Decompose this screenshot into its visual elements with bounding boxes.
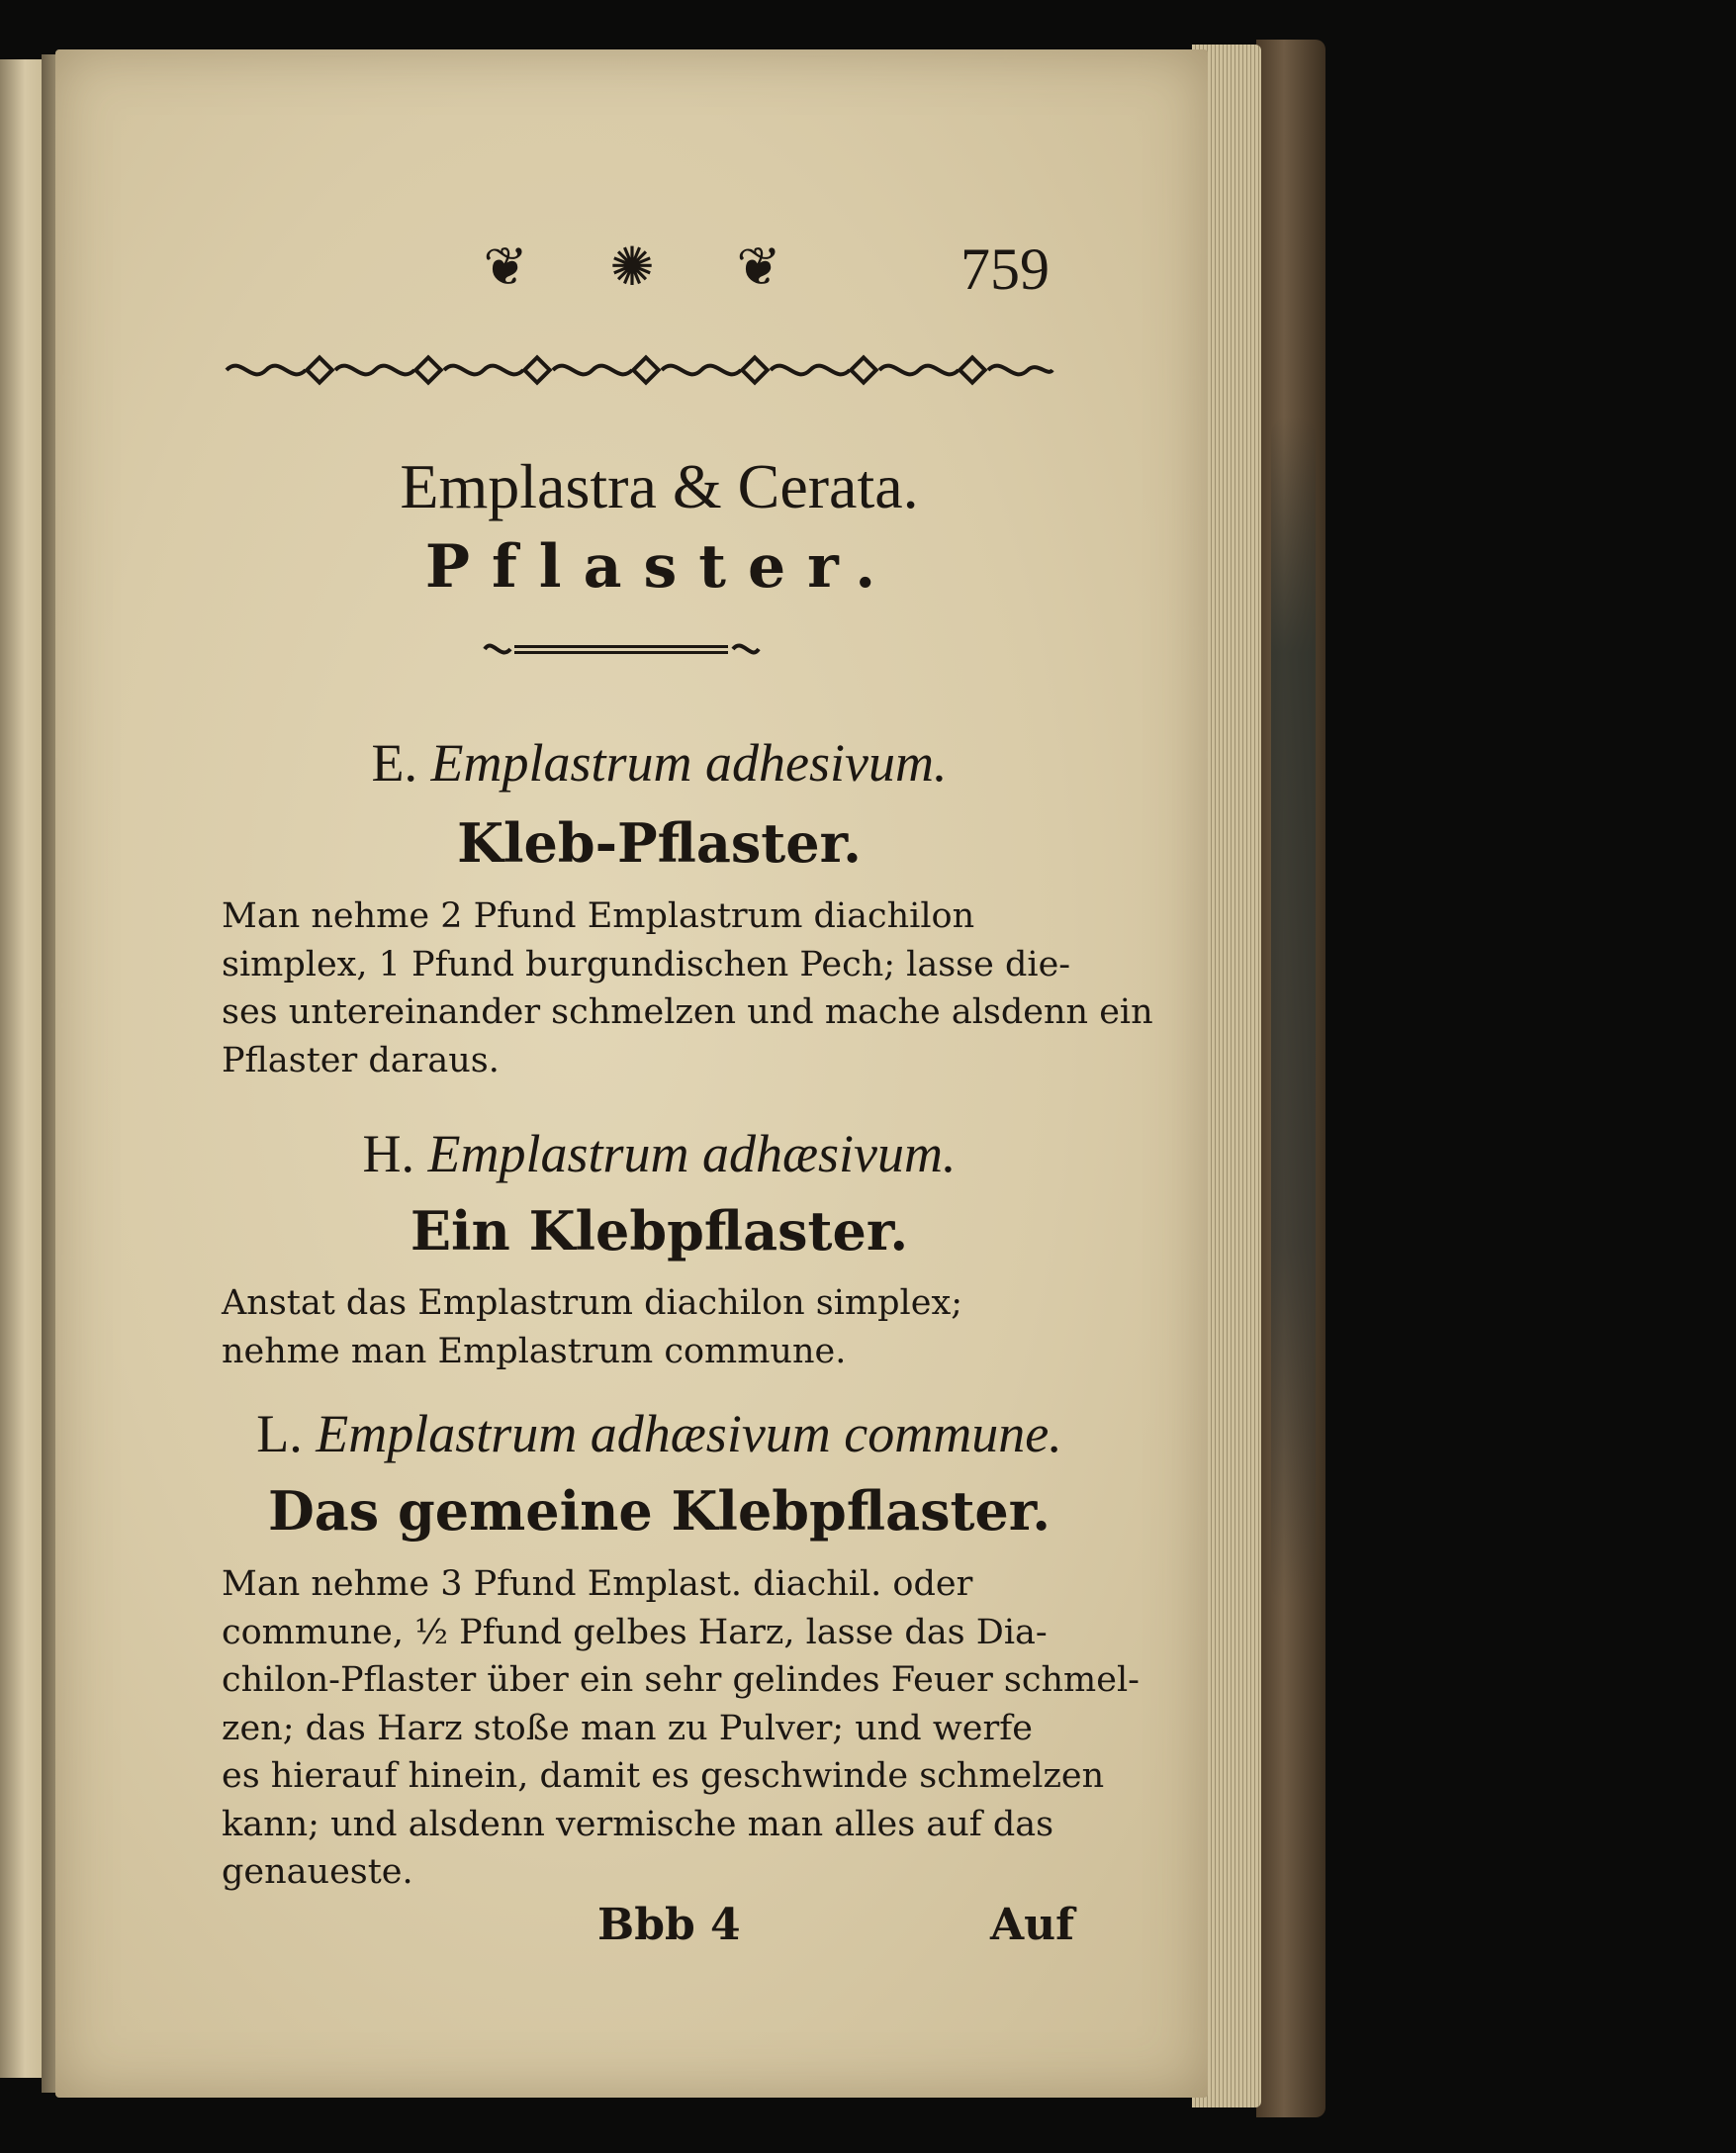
body-line: zen; das Harz stoße man zu Pulver; und werfe — [222, 1708, 1033, 1748]
entry-german-name: Ein Klebpflaster. — [410, 1199, 909, 1263]
entry-letter: E. — [371, 733, 418, 793]
body-line: es hierauf hinein, damit es geschwinde schmelzen — [222, 1756, 1105, 1796]
entry-latin-name: Emplastrum adhæsivum commune. — [316, 1404, 1062, 1463]
divider-rule — [481, 635, 763, 663]
body-line: Man nehme 2 Pfund Emplastrum diachilon — [222, 896, 975, 936]
entry-heading — [55, 1123, 1208, 1184]
ornamental-border — [222, 353, 1057, 387]
body-line: kann; und alsdenn vermische man alles auf das — [222, 1804, 1054, 1844]
body-line: chilon-Pflaster über ein sehr gelindes Feuer schmel- — [222, 1660, 1140, 1700]
entry-letter: L. — [256, 1404, 303, 1463]
page-number: 759 — [960, 236, 1050, 302]
body-line: genaueste. — [222, 1852, 413, 1892]
entry-german-name: Das gemeine Klebpflaster. — [267, 1479, 1051, 1543]
catchword: Auf — [990, 1900, 1075, 1950]
entry-heading — [55, 732, 1208, 794]
entry-body — [222, 892, 1153, 1084]
body-line: ses untereinander schmelzen und mache alsdenn ein — [222, 992, 1153, 1032]
body-line: Man nehme 3 Pfund Emplast. diachil. oder — [222, 1564, 973, 1604]
entry-latin-name: Emplastrum adhæsivum. — [427, 1124, 957, 1183]
fleuron-icon: ❦ — [736, 235, 781, 298]
entry-german-name: Kleb-Pflaster. — [457, 811, 862, 875]
cover-wear — [1271, 416, 1316, 1603]
body-line: Anstat das Emplastrum diachilon simplex; — [222, 1283, 962, 1323]
entry-body — [222, 1279, 1057, 1375]
entry-heading — [55, 1403, 1208, 1464]
entry-body — [222, 1560, 1140, 1897]
section-title: Emplastra & Cerata. — [400, 451, 919, 521]
body-line: simplex, 1 Pfund burgundischen Pech; lasse die- — [222, 944, 1071, 984]
header-ornaments — [471, 237, 793, 297]
body-line: Pflaster daraus. — [222, 1040, 500, 1080]
rosette-icon: ✺ — [609, 235, 655, 298]
entry-letter: H. — [362, 1124, 414, 1183]
entry-latin-name: Emplastrum adhesivum. — [430, 733, 948, 793]
body-line: commune, ½ Pfund gelbes Harz, lasse das Dia- — [222, 1612, 1048, 1652]
signature-mark: Bbb 4 — [597, 1900, 741, 1950]
book-page — [55, 49, 1208, 2098]
facing-page-edge — [0, 59, 45, 2078]
body-line: nehme man Emplastrum commune. — [222, 1331, 847, 1371]
section-title-german: Pflaster. — [424, 532, 898, 602]
fleuron-icon: ❦ — [483, 235, 528, 298]
